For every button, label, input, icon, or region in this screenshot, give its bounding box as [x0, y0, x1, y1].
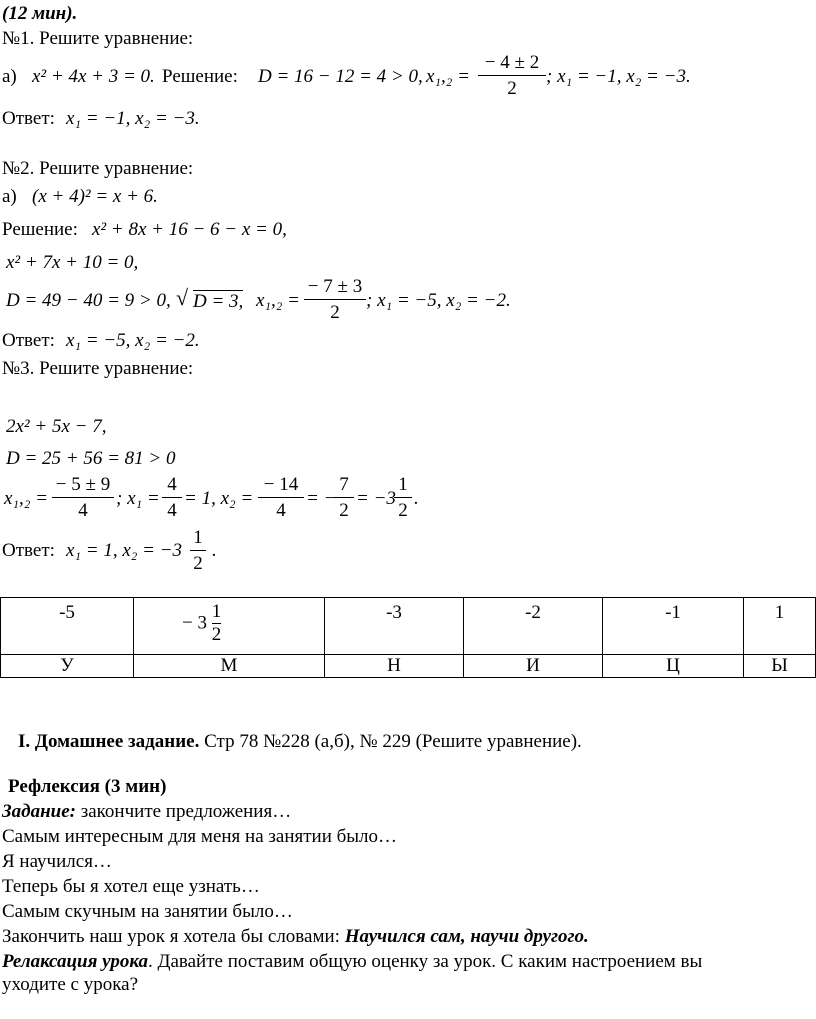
task3-middle-1: = 1, x₂ = — [184, 488, 254, 509]
key-letter-cell: У — [1, 655, 134, 678]
task3-fraction-3-denominator: 4 — [276, 500, 286, 521]
homework-label: I. Домашнее задание. — [18, 731, 200, 752]
reflection-task-label: Задание: — [2, 801, 76, 822]
fraction-bar — [478, 75, 546, 76]
task2-fraction — [304, 276, 366, 324]
relaxation-label: Релаксация урока — [2, 951, 148, 972]
key-value-cell-mixed — [134, 598, 325, 655]
mixed-whole: − 3 — [182, 612, 207, 634]
task2-step1: x² + 8x + 16 − 6 − x = 0, — [92, 219, 287, 240]
task3-fraction-1-denominator: 4 — [78, 500, 88, 521]
task2-discriminant: D = 49 − 40 = 9 > 0, — [6, 290, 171, 311]
task3-title: №3. Решите уравнение: — [2, 358, 194, 379]
task1-a-label: а) — [2, 66, 17, 87]
task2-answer-label: Ответ: — [2, 330, 55, 351]
task3-fraction-2-denominator: 4 — [167, 500, 177, 521]
key-letter-cell: И — [464, 655, 603, 678]
task3-equation: 2x² + 5x − 7, — [6, 416, 107, 437]
task1-fraction-numerator: − 4 ± 2 — [484, 52, 540, 73]
task3-answer-numerator: 1 — [193, 527, 203, 548]
task1-discriminant: D = 16 − 12 = 4 > 0, — [258, 66, 423, 87]
fraction-bar — [162, 497, 182, 498]
task3-fraction-1 — [52, 474, 114, 522]
reflection-title: Рефлексия (3 мин) — [8, 776, 167, 797]
task3-fraction-4-numerator: 7 — [339, 474, 349, 495]
square-root-icon: √ — [176, 285, 189, 310]
mixed-denominator: 2 — [211, 624, 222, 645]
task3-fraction-5-numerator: 1 — [398, 474, 408, 495]
relaxation-text: . Давайте поставим общую оценку за урок. С каким настроением вы — [148, 951, 703, 972]
answer-key-table — [0, 597, 816, 678]
task3-fraction-5-denominator: 2 — [398, 500, 408, 521]
task3-discriminant: D = 25 + 56 = 81 > 0 — [6, 448, 176, 469]
task3-fraction-4 — [334, 474, 354, 522]
task3-fraction-2 — [162, 474, 182, 522]
task2-a-label: а) — [2, 186, 17, 207]
homework — [18, 731, 582, 753]
key-letters-row — [1, 655, 816, 678]
fraction-bar — [304, 299, 366, 300]
task2-roots-tail: ; x₁ = −5, x₂ = −2. — [366, 290, 511, 311]
task2-step2: x² + 7x + 10 = 0, — [6, 252, 139, 273]
fraction-bar — [190, 550, 206, 551]
task3-separator-1: ; x₁ = — [116, 488, 160, 509]
relaxation — [2, 951, 702, 973]
task3-answer-fraction — [190, 527, 206, 575]
reflection-line: Самым интересным для меня на занятии было… — [2, 826, 398, 847]
key-value-cell: 1 — [744, 598, 816, 655]
key-letter-cell: Ц — [603, 655, 744, 678]
mixed-fraction — [212, 602, 222, 645]
key-letter-cell: Ы — [744, 655, 816, 678]
task2-title: №2. Решите уравнение: — [2, 158, 194, 179]
reflection-task-text: закончите предложения… — [75, 801, 292, 822]
task3-fraction-3 — [258, 474, 304, 522]
task1-roots-label: x₁,₂ = — [426, 66, 470, 87]
task3-fraction-4-denominator: 2 — [339, 500, 349, 521]
reflection-task — [2, 801, 291, 823]
key-value-cell: -2 — [464, 598, 603, 655]
task3-answer-end: . — [212, 540, 217, 561]
task1-fraction-denominator: 2 — [507, 78, 517, 99]
reflection-closing-quote: Научился сам, научи другого. — [344, 926, 589, 947]
task3-answer-label: Ответ: — [2, 540, 55, 561]
task1-fraction — [478, 52, 546, 100]
task1-solution-label: Решение: — [162, 66, 238, 87]
reflection-line: Теперь бы я хотел еще узнать… — [2, 876, 260, 897]
fraction-bar — [334, 497, 354, 498]
key-values-row — [1, 598, 816, 655]
fraction-bar — [394, 497, 412, 498]
key-value-cell: -5 — [1, 598, 134, 655]
key-value-cell: -1 — [603, 598, 744, 655]
task2-sqrt-expression: D = 3, — [193, 291, 244, 312]
reflection-closing — [2, 926, 589, 948]
key-letter-cell: М — [134, 655, 325, 678]
task1-answer: x₁ = −1, x₂ = −3. — [66, 108, 200, 129]
task2-answer: x₁ = −5, x₂ = −2. — [66, 330, 200, 351]
task2-roots-label: x₁,₂ = — [256, 290, 300, 311]
reflection-closing-text: Закончить наш урок я хотела бы словами: — [2, 926, 345, 947]
fraction-bar — [52, 497, 114, 498]
task3-roots-label: x₁,₂ = — [4, 488, 48, 509]
task2-equation: (x + 4)² = x + 6. — [32, 186, 158, 207]
time-label: (12 мин). — [2, 3, 78, 24]
task3-fraction-2-numerator: 4 — [167, 474, 177, 495]
reflection-line: Я научился… — [2, 851, 112, 872]
task3-middle-3: = −3 — [356, 488, 396, 509]
task3-answer: x₁ = 1, x₂ = −3 — [66, 540, 183, 561]
task3-end: . — [414, 488, 419, 509]
key-value-cell: -3 — [325, 598, 464, 655]
task2-fraction-numerator: − 7 ± 3 — [307, 276, 363, 297]
task3-fraction-5 — [394, 474, 412, 522]
task2-solution-label: Решение: — [2, 219, 78, 240]
mixed-numerator: 1 — [211, 601, 222, 622]
task3-middle-2: = − — [306, 488, 337, 509]
key-letter-cell: Н — [325, 655, 464, 678]
task3-fraction-1-numerator: − 5 ± 9 — [55, 474, 111, 495]
task3-fraction-3-numerator: − 14 — [263, 474, 299, 495]
task1-answer-label: Ответ: — [2, 108, 55, 129]
task2-fraction-denominator: 2 — [330, 302, 340, 323]
homework-text: Стр 78 №228 (а,б), № 229 (Решите уравнение). — [199, 731, 582, 752]
fraction-bar — [258, 497, 304, 498]
task1-equation: x² + 4x + 3 = 0. — [32, 66, 155, 87]
relaxation-text-2: уходите с урока? — [2, 974, 139, 995]
task1-roots-tail: ; x₁ = −1, x₂ = −3. — [546, 66, 691, 87]
reflection-line: Самым скучным на занятии было… — [2, 901, 293, 922]
task3-answer-denominator: 2 — [193, 553, 203, 574]
task1-title: №1. Решите уравнение: — [2, 28, 194, 49]
